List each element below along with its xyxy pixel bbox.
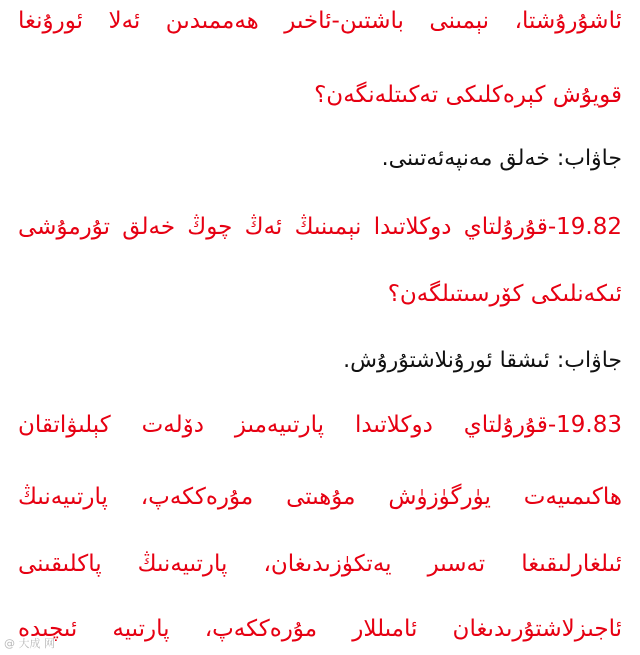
answer-line: جاۋاب: ئىشقا ئورۇنلاشتۇرۇش.: [343, 348, 622, 373]
question-line: ئاشۇرۇشتا، نېمىنى باشتىن-ئاخىر ھەممىدىن ئەلا ئورۇنغا: [18, 8, 622, 34]
question-line: ئاجىزلاشتۇرىدىغان ئامىللار مۇرەككەپ، پارتىيە ئىچىدە: [18, 616, 622, 642]
question-line: ھاكىمىيەت يۈرگۈزۈش مۇھىتى مۇرەككەپ، پارتىيەنىڭ: [18, 484, 622, 510]
question-line: ئىلغارلىقىغا تەسىر يەتكۈزىدىغان، پارتىيەنىڭ پاكلىقىنى: [18, 551, 622, 577]
watermark: @ 大成 网: [4, 637, 55, 650]
answer-line: جاۋاب: خەلق مەنپەئەتىنى.: [381, 146, 622, 171]
question-line: قويۇش كېرەكلىكى تەكىتلەنگەن؟: [314, 82, 622, 108]
question-line: ئىكەنلىكى كۆرسىتىلگەن؟: [387, 281, 622, 307]
question-line: 19.82-قۇرۇلتاي دوكلاتىدا نېمىنىڭ ئەڭ چوڭ خەلق تۇرمۇشى: [18, 214, 622, 240]
question-line: 19.83-قۇرۇلتاي دوكلاتىدا پارتىيەمىز دۆلەت كېلىۋاتقان: [18, 412, 622, 438]
